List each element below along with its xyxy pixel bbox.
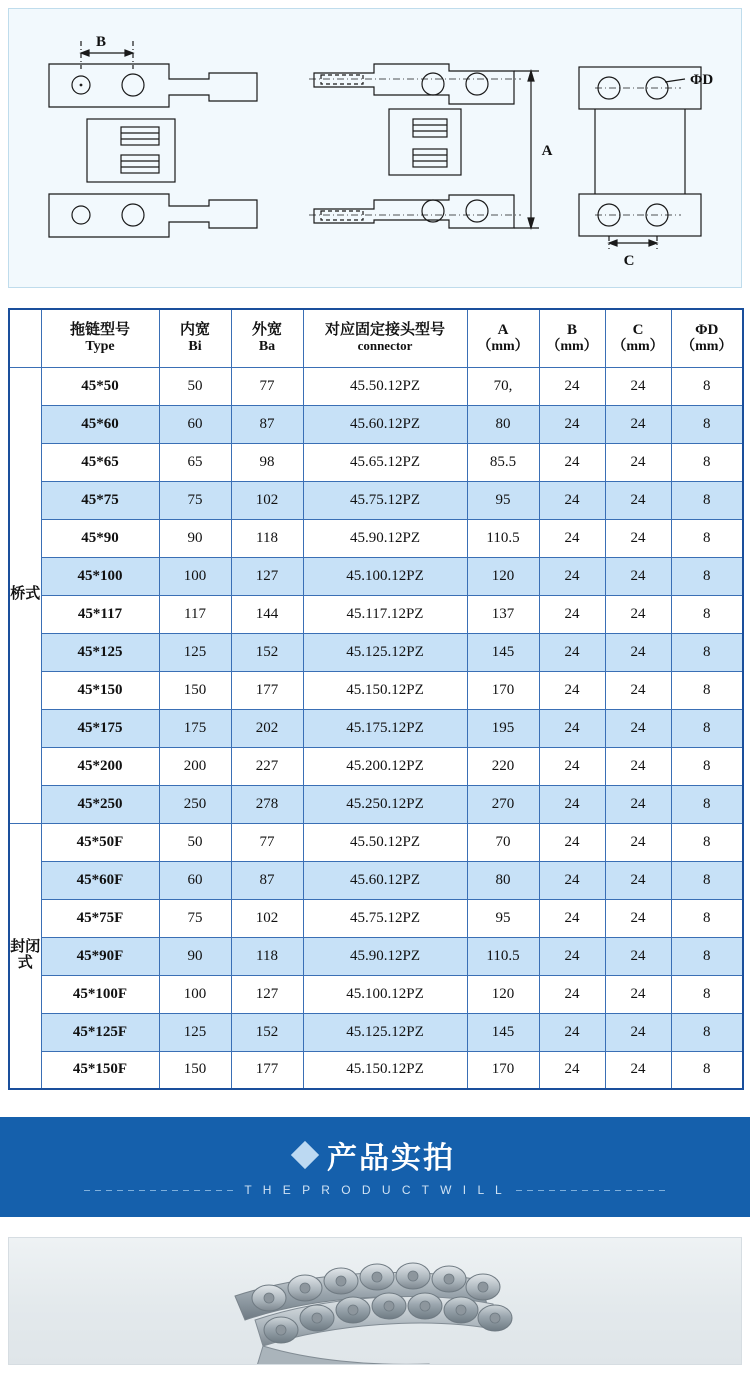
header-phid: ΦD （mm） [671,309,743,367]
banner-title-row [0,1117,750,1177]
cell-b: 24 [539,785,605,823]
cell-bi: 117 [159,595,231,633]
cell-phid: 8 [671,481,743,519]
specification-table-wrapper [8,308,742,1090]
cell-phid: 8 [671,405,743,443]
table-row [9,481,743,519]
cell-phid: 8 [671,861,743,899]
cell-c: 24 [605,937,671,975]
cell-a: 195 [467,709,539,747]
cell-a: 170 [467,671,539,709]
cell-a: 145 [467,633,539,671]
cell-phid: 8 [671,633,743,671]
group-label-enclosed: 封闭式 [9,823,41,1089]
cell-a: 80 [467,861,539,899]
cell-connector: 45.117.12PZ [303,595,467,633]
cell-bi: 100 [159,557,231,595]
header-outer-width: 外宽 Ba [231,309,303,367]
cell-a: 80 [467,405,539,443]
cell-a: 85.5 [467,443,539,481]
cell-bi: 75 [159,899,231,937]
cell-b: 24 [539,481,605,519]
cell-ba: 152 [231,633,303,671]
cell-b: 24 [539,823,605,861]
cell-phid: 8 [671,443,743,481]
table-row [9,899,743,937]
cell-connector: 45.200.12PZ [303,747,467,785]
cell-c: 24 [605,633,671,671]
cell-a: 120 [467,975,539,1013]
cell-phid: 8 [671,899,743,937]
table-header [9,309,743,367]
cell-phid: 8 [671,1051,743,1089]
cell-phid: 8 [671,671,743,709]
cell-type: 45*50F [41,823,159,861]
table-body [9,367,743,1089]
banner-title-text: 产品实拍 [327,1142,455,1175]
group-label-bridge: 桥式 [9,367,41,823]
table-row [9,671,743,709]
table-row [9,595,743,633]
cell-bi: 150 [159,671,231,709]
table-row [9,861,743,899]
table-row [9,975,743,1013]
table-row [9,747,743,785]
cell-ba: 77 [231,823,303,861]
cell-a: 110.5 [467,519,539,557]
cell-c: 24 [605,367,671,405]
header-connector: 对应固定接头型号 connector [303,309,467,367]
cell-ba: 87 [231,405,303,443]
cell-b: 24 [539,367,605,405]
table-row [9,1051,743,1089]
cell-c: 24 [605,709,671,747]
diamond-icon [291,1141,319,1169]
product-photo-banner [0,1117,750,1217]
cell-b: 24 [539,633,605,671]
cell-a: 137 [467,595,539,633]
cell-bi: 65 [159,443,231,481]
cell-c: 24 [605,823,671,861]
header-group-blank [9,309,41,367]
cell-type: 45*50 [41,367,159,405]
cell-b: 24 [539,937,605,975]
cell-bi: 175 [159,709,231,747]
header-inner-width: 内宽 Bi [159,309,231,367]
cell-type: 45*150F [41,1051,159,1089]
cell-a: 120 [467,557,539,595]
cell-phid: 8 [671,367,743,405]
cell-c: 24 [605,785,671,823]
specification-table [8,308,744,1090]
cell-b: 24 [539,975,605,1013]
cell-type: 45*75 [41,481,159,519]
cell-a: 170 [467,1051,539,1089]
cell-phid: 8 [671,557,743,595]
cell-c: 24 [605,557,671,595]
cell-type: 45*150 [41,671,159,709]
dimension-label-phid: ΦD [690,72,714,88]
cell-c: 24 [605,519,671,557]
table-row [9,633,743,671]
cell-bi: 60 [159,405,231,443]
cell-connector: 45.50.12PZ [303,823,467,861]
cell-phid: 8 [671,747,743,785]
cell-ba: 87 [231,861,303,899]
cell-connector: 45.250.12PZ [303,785,467,823]
cell-connector: 45.65.12PZ [303,443,467,481]
cell-bi: 250 [159,785,231,823]
cell-a: 70 [467,823,539,861]
banner-subtitle-row [0,1183,750,1197]
table-row [9,519,743,557]
cell-a: 95 [467,899,539,937]
cell-bi: 90 [159,937,231,975]
cell-bi: 75 [159,481,231,519]
cell-connector: 45.90.12PZ [303,937,467,975]
table-row [9,785,743,823]
table-row [9,405,743,443]
cell-b: 24 [539,709,605,747]
cell-b: 24 [539,595,605,633]
cell-b: 24 [539,557,605,595]
cell-ba: 144 [231,595,303,633]
cell-connector: 45.60.12PZ [303,405,467,443]
cell-ba: 177 [231,671,303,709]
cell-type: 45*90F [41,937,159,975]
table-row [9,937,743,975]
cell-c: 24 [605,975,671,1013]
cell-c: 24 [605,481,671,519]
banner-subtitle-text: T H E P R O D U C T W I L L [244,1183,506,1197]
cell-bi: 50 [159,823,231,861]
cell-c: 24 [605,671,671,709]
header-b: B （mm） [539,309,605,367]
table-row [9,443,743,481]
divider-right [516,1190,666,1191]
cell-type: 45*60 [41,405,159,443]
cell-c: 24 [605,1013,671,1051]
cell-type: 45*200 [41,747,159,785]
cell-connector: 45.50.12PZ [303,367,467,405]
cell-a: 220 [467,747,539,785]
cell-ba: 77 [231,367,303,405]
cell-connector: 45.100.12PZ [303,557,467,595]
cell-type: 45*60F [41,861,159,899]
cell-c: 24 [605,899,671,937]
cell-bi: 100 [159,975,231,1013]
cell-ba: 102 [231,481,303,519]
cell-phid: 8 [671,1013,743,1051]
cell-b: 24 [539,747,605,785]
cell-a: 110.5 [467,937,539,975]
cell-phid: 8 [671,937,743,975]
cell-bi: 60 [159,861,231,899]
cell-type: 45*100F [41,975,159,1013]
cell-b: 24 [539,671,605,709]
table-row [9,367,743,405]
cell-bi: 125 [159,1013,231,1051]
dimension-label-a: A [541,143,553,159]
dimension-label-c: C [623,253,635,269]
cell-connector: 45.90.12PZ [303,519,467,557]
cell-b: 24 [539,443,605,481]
cell-type: 45*65 [41,443,159,481]
cell-connector: 45.125.12PZ [303,633,467,671]
cell-connector: 45.60.12PZ [303,861,467,899]
cell-c: 24 [605,405,671,443]
cell-type: 45*100 [41,557,159,595]
technical-drawing-panel [8,8,742,288]
cell-type: 45*125F [41,1013,159,1051]
cell-a: 145 [467,1013,539,1051]
table-row [9,557,743,595]
cell-phid: 8 [671,823,743,861]
cell-type: 45*117 [41,595,159,633]
cell-bi: 125 [159,633,231,671]
cell-type: 45*125 [41,633,159,671]
table-row [9,823,743,861]
cell-phid: 8 [671,785,743,823]
cell-bi: 90 [159,519,231,557]
cell-b: 24 [539,861,605,899]
table-row [9,709,743,747]
header-c: C （mm） [605,309,671,367]
cell-b: 24 [539,405,605,443]
cell-connector: 45.75.12PZ [303,481,467,519]
cell-connector: 45.75.12PZ [303,899,467,937]
cell-c: 24 [605,747,671,785]
cell-b: 24 [539,899,605,937]
cell-ba: 127 [231,557,303,595]
cell-connector: 45.100.12PZ [303,975,467,1013]
divider-left [84,1190,234,1191]
cell-a: 270 [467,785,539,823]
cell-c: 24 [605,595,671,633]
header-a: A （mm） [467,309,539,367]
header-type: 拖链型号 Type [41,309,159,367]
dimension-label-b: B [95,34,107,50]
cell-ba: 118 [231,937,303,975]
cell-ba: 278 [231,785,303,823]
cell-phid: 8 [671,975,743,1013]
cell-b: 24 [539,1013,605,1051]
cell-ba: 102 [231,899,303,937]
cell-type: 45*75F [41,899,159,937]
cell-a: 70, [467,367,539,405]
cell-phid: 8 [671,595,743,633]
cell-c: 24 [605,1051,671,1089]
cell-c: 24 [605,861,671,899]
technical-drawing-svg [9,9,743,289]
product-photo [8,1237,742,1365]
cell-type: 45*175 [41,709,159,747]
cell-ba: 127 [231,975,303,1013]
cell-ba: 118 [231,519,303,557]
cell-bi: 150 [159,1051,231,1089]
cell-type: 45*250 [41,785,159,823]
cell-ba: 227 [231,747,303,785]
cell-ba: 152 [231,1013,303,1051]
cell-ba: 177 [231,1051,303,1089]
cell-connector: 45.150.12PZ [303,1051,467,1089]
cell-b: 24 [539,1051,605,1089]
cell-ba: 98 [231,443,303,481]
cable-chain-illustration [9,1238,742,1365]
cell-phid: 8 [671,709,743,747]
cell-ba: 202 [231,709,303,747]
cell-c: 24 [605,443,671,481]
cell-connector: 45.125.12PZ [303,1013,467,1051]
table-row [9,1013,743,1051]
cell-a: 95 [467,481,539,519]
cell-phid: 8 [671,519,743,557]
cell-type: 45*90 [41,519,159,557]
cell-bi: 50 [159,367,231,405]
cell-connector: 45.150.12PZ [303,671,467,709]
cell-bi: 200 [159,747,231,785]
cell-connector: 45.175.12PZ [303,709,467,747]
cell-b: 24 [539,519,605,557]
